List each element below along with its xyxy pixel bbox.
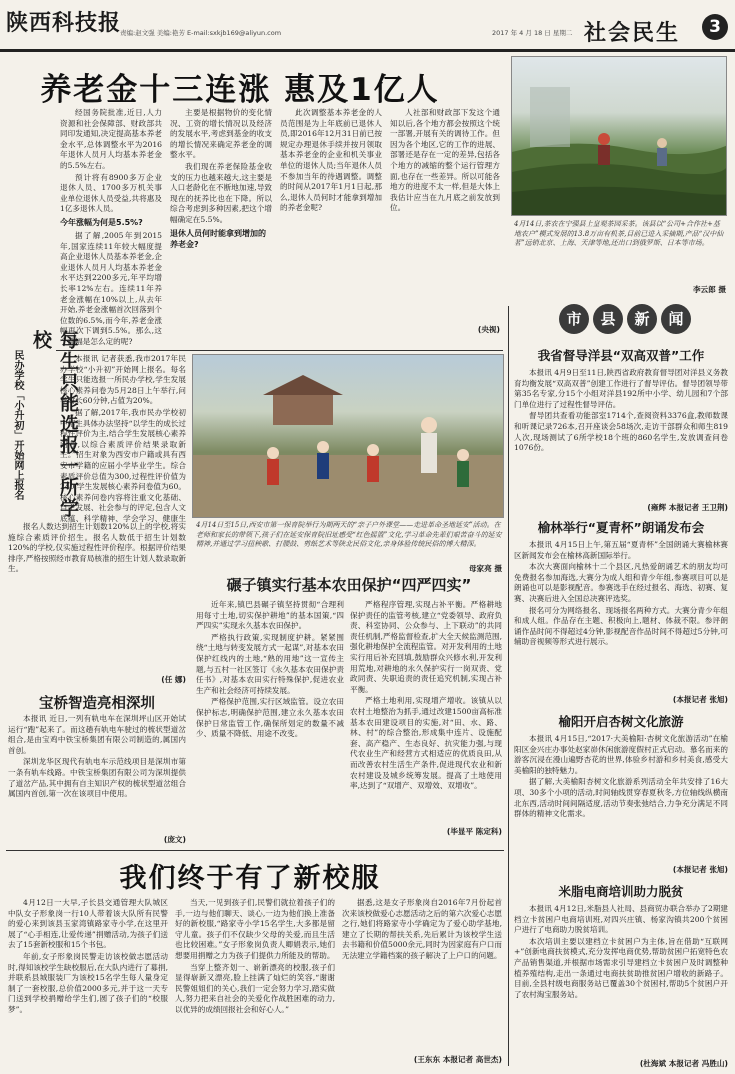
yanan-photo (192, 354, 504, 518)
divider-line (6, 850, 504, 851)
label-char: 县 (593, 304, 623, 334)
metro-body (8, 714, 186, 834)
pension-para: 我们现在养老保险基金收支的压力也越来越大,这主要是人口老龄化在不断地加速,导致现在的抚养比也在下降。所以综合考虑到多种因素,把这个增幅确定在5.5%。 (170, 161, 272, 224)
school-para: 报名人数达到招生计划数120%以上的学校,将实施综合素质评价招生。报名人数低于招生计划数120%的学校,仅实施过程性评价程序。根据评价结果排序,严格按照经市教育局核准的招生计划人数录取新生。 (8, 522, 186, 574)
farmland-headline: 碾子镇实行基本农田保护“四严四实” (226, 576, 472, 594)
school-credit: (任 娜) (161, 675, 186, 684)
masthead (0, 0, 735, 52)
pension-para: 此次调整基本养老金的人员范围是为上年底前已退休人员,即2016年12月31日前已按规定办理退休手续并按月领取基本养老金的企业和机关事业单位的退休人员;当年退休人员不参加当年的待遇调整。调整的时间从2017年1月1日起,那么,退休人员何时才能拿到增加的养老金呢? (280, 108, 382, 213)
county-para: 督导团共查看功能部室1714个,查阅资料3376盒,教师数课和听课记录726本,召开座谈会58场次,走访干部群众和师生819人次,现场测试了6所学校18个班的860名学生,发放调查问卷1076份。 (514, 411, 728, 453)
farmland-col-2 (350, 600, 502, 825)
county-para: 据了解,大美榆阳杏树文化旅游系列活动全年共安排了16大项、30多个小项的活动,时间轴线贯穿春夏秋冬,方位轴线纵横南北东西,活动时间间隔适度,活动节奏张弛结合,力争充分满足不同群体的精神文化需求。 (514, 777, 728, 819)
county-item2-body (514, 540, 728, 692)
divider-line (56, 350, 503, 351)
yanan-photo-caption: 4月14日至15日,西安市第一保育院举行为期两天的“亲子户外课堂——走进革命圣地延安”活动。在老师和家长的带领下,孩子们在延安保育院旧址感受“红色摇篮”文化,学习革命先辈们艰苦奋斗的延安精神,并通过学习扭秧歌、打腰鼓、剪纸艺术等陕北民俗文化,亲身体验传统民俗的博大精深。 (196, 521, 502, 549)
school-col-top (60, 354, 186, 522)
campus-para: 4月12日一大早,子长县交通管理大队城区中队女子形象岗一行10人带着该大队所有民警的爱心来到该县玉家湾镇路家寺小学,在这里开展了“心手相连,让爱传递”捐赠活动,为孩子们送去了15套新校服和15个书包。 (8, 898, 168, 950)
county-item4-body (514, 904, 728, 1056)
farmland-credit: (毕显平 陈定科) (446, 827, 502, 836)
yanan-photo-credit: 母家亮 摄 (468, 564, 502, 573)
tea-photo-credit: 李云郎 摄 (692, 285, 726, 294)
pension-headline: 养老金十三连涨 惠及1亿人 (40, 72, 440, 108)
farmland-para: 严格执行政策,实现制度护耕。紧紧围绕“土地与转变发展方式一起谋”,对基本农田保护红线内的土地,“熟的用地”这一宣传主题,与五村一社区签订《永久基本农田保护责任书》,对基本农田实行特殊保护,促进农业生产和社会经济可持续发展。 (196, 632, 344, 695)
pension-subhead: 今年涨幅为何是5.5%? (60, 217, 143, 227)
county-item2-headline: 榆林举行“夏青杯”朗诵发布会 (537, 520, 705, 535)
label-char: 闻 (661, 304, 691, 334)
label-char: 市 (559, 304, 589, 334)
pension-para: 人社部和财政部下发这个通知以后,各个地方都会按照这个统一部署,开展有关的调待工作。但因为各个地区,它的工作的进展、部署还是存在一定的差异,包括各个地方的减缩的整个运行管理方面,也存在一些差异。所以可能各地方的进度不太一样,但是大体上我估计应当在九月底之前发放到位。 (390, 108, 500, 213)
pension-para: 据了解,2005年到2015年,国家连续11年较大幅度提高企业退休人员基本养老金,企业退休人员月人均基本养老金水平达到2200多元,年平均增长率12%左右。连续11年养老金涨幅在10%以上,从去年开始,养老金涨幅首次回落到个位数的6.5%,而今年,养老金涨幅再次下调到5.5%。那么,这个涨幅是怎么定的呢? (60, 230, 162, 346)
school-col-bottom (8, 522, 186, 672)
children-dance-illustration (193, 355, 504, 518)
county-item2-credit: (本报记者 张旭) (672, 695, 728, 704)
tea-photo-caption: 4月14日,茶农在宁强县上皇观茶园采茶。该县以“公司+合作社+基地农户”模式发展的13.8万亩有机茶,目前已进入采摘期,产品“汉中仙茗”远销北京、上海、天津等地,还出口到俄罗斯、日本等市场。 (514, 220, 724, 248)
campus-para: 当天,一见到孩子们,民警们就拉着孩子们的手,一边与他们聊天、谈心,一边为他们换上准备好的新校服,“路家寺小学15名学生,大多都是留守儿童。孩子们不仅缺少父母的关爱,而且生活也比较困难。”女子形象岗负责人卿娟表示,她们想要用捐赠之力为孩子们提供力所能及的帮助。 (175, 898, 335, 960)
county-item4-headline: 米脂电商培训助力脱贫 (558, 884, 684, 899)
campus-headline: 我们终于有了新校服 (119, 863, 381, 894)
county-item1-headline: 我省督导洋县“双高双普”工作 (537, 348, 705, 363)
section-title: 社会民生 (584, 21, 681, 46)
label-char: 新 (627, 304, 657, 334)
metro-para: 深圳龙华区现代有轨电车示范线项目是深圳市第一条有轨车线路。中铁宝桥集团有限公司为深圳提供了道岔产品,其中拥有自主知识产权的梳状型道岔组合属国内首创,第一次在该项目中使用。 (8, 757, 186, 799)
metro-headline: 宝桥智造亮相深圳 (39, 696, 155, 712)
pension-col-3 (280, 108, 382, 333)
campus-col-3 (342, 898, 502, 1048)
school-vertical-title: 每生只能选报一所学校 (30, 330, 79, 519)
pension-col-2 (170, 108, 272, 348)
county-para: 本次大赛面向榆林十二个县区,凡热爱朗诵艺术的朋友均可免费报名参加海选,大赛分为成人组和青少年组,参赛项目可以是朗诵也可以是影视配音。参赛选手在经过报名、海选、初赛、复赛、决赛后进入全国总决赛评选奖。 (514, 562, 728, 603)
county-item1-body (514, 368, 728, 500)
school-para: 据了解,2017年,我市民办学校初中招生具体办法坚持“以学生的成长过程性评价为主,结合学生发展核心素养问卷,以综合素质评价结果录取新生。”招生对象为西安市户籍或具有西安市学籍的应届小学毕业学生。综合素质评价总值为300,过程性评价值为240,学生发展核心素养问卷值为60。核心素养问卷内容将注重文化基础、自主发展、社会参与的评定,包含人文底蕴、科学精神、学会学习、健康生 (60, 407, 186, 522)
county-item4-credit: (杜海斌 本报记者 冯胜山) (639, 1059, 728, 1068)
pension-para: 主要是根据物价的变化情况、工资的增长情况以及经济的发展水平,考虑到基金的收支的增长情况来确定养老金的调整水平。 (170, 108, 272, 160)
county-news-label (550, 304, 700, 334)
county-item3-body (514, 734, 728, 862)
farmland-para: 严格土地利用,实现增产增收。该镇从以农村土地整治为抓手,通过改建1500亩高标准基本农田建设项目的实施,对“田、水、路、林、村”的综合整治,形成集中连片、设施配套、高产稳产、生态良好、抗灾能力强,与现代农业生产和经营方式相适应的优质良田,从而改善农村生活生产条件,促进现代农业和新农村建设及城乡统筹发展。提高了土地使用率,达到了“双增产、双增效、双增收”。 (350, 696, 502, 791)
paper-name: 陕西科技报 (6, 11, 122, 36)
pension-para: 经国务院批准,近日,人力资源和社会保障部、财政部共同印发通知,决定提高基本养老金水平,总体调整水平为2016年退休人员月人均基本养老金的5.5%左右。 (60, 108, 162, 170)
campus-para: 当穿上整齐划一、崭新漂亮的校服,孩子们显得崭新又漂亮,脸上挂满了灿烂的笑容,“谢谢民警姐姐们的关心,我们一定会努力学习,踏实做人,努力把来自社会的关爱化作战胜困难的动力,以优异的成绩回报社会和好心人。” (175, 962, 335, 1014)
campus-para: 年前,女子形象岗民警走访该校做志愿活动时,得知该校学生缺校服后,在大队内进行了募捐,并联系县城服装厂为该校15名学生每人量身定制了一套校服,总价值2000多元,并于这一天专门送到学校捐赠给学生们,圆了孩子们的“校服梦”。 (8, 951, 168, 1014)
county-para: 报名可分为网络报名、现场报名两种方式。大赛分青少年组和成人组。作品存在主题、积极向上,题材、体裁不限。参评朗诵作品时间不得超过4分钟,影视配音作品时间不得超过5分钟,可辅助音视频等形式进行展示。 (514, 605, 728, 647)
county-item3-headline: 榆阳开启杏树文化旅游 (558, 714, 684, 729)
campus-credit: (王东东 本报记者 高世杰) (413, 1055, 502, 1064)
tea-garden-photo (511, 56, 727, 216)
school-vertical-subtitle: 民办学校「小升初」开始网上报名 (12, 350, 23, 500)
county-item1-credit: (雍辉 本报记者 王卫荆) (647, 503, 728, 512)
pension-col-1 (60, 108, 162, 348)
campus-col-1 (8, 898, 168, 1066)
column-divider (508, 306, 509, 1066)
county-para: 本报讯 4月12日,米脂县人社局、县商贸办联合举办了2期建档立卡贫困户电商培训班,对四兴庄镇、杨家沟镇共200个贫困户进行了电商助力脱贫培训。 (514, 904, 728, 935)
pension-credit: (央视) (477, 325, 500, 334)
campus-para: 据悉,这是女子形象岗自2016年7月份起首次来该校做爱心志愿活动之后的第六次爱心志愿之行,她们将路家寺小学确定为了爱心助学基地,建立了长期的帮扶关系,先后累计为该校学生送去书籍和价值5000余元,同时为因家庭有户口而无法建立学籍档案的孩子解决了上户口的问题。 (342, 898, 502, 960)
metro-credit: (庞文) (163, 835, 186, 844)
pension-col-4 (390, 108, 500, 333)
county-item3-credit: (本报记者 张旭) (672, 865, 728, 874)
issue-date: 2017 年 4 月 18 日 星期二 (492, 29, 573, 37)
county-para: 本报讯 4月15日上午,第五届“夏青杯”全国朗诵大赛榆林赛区新闻发布会在榆林高新国际举行。 (514, 540, 728, 560)
metro-para: 本报讯 近日,一列有轨电车在深圳坪山区开始试运行“跑”起来了。而这趟有轨电车驶过的梳状型道岔组合,是由宝鸡中铁宝桥集团有限公司制造的,属国内首创。 (8, 714, 186, 755)
farmland-col-1 (196, 600, 344, 830)
school-para: 本报讯 记者获悉,我市2017年民办学校“小升初”开始网上报名。每名学生只能选报一所民办学校,学生发展核心素养问卷为5月28日上午举行,问卷时长60分钟,占值为20%。 (60, 354, 186, 406)
farmland-para: 近年来,镇巴县碾子镇坚持贯彻“合理利用每寸土地,切实保护耕地”的基本国策,“四严四实”实现永久基本农田保护。 (196, 600, 344, 631)
county-para: 本报讯 4月9日至11日,陕西省政府教育督导团对洋县义务教育均衡发展“双高双普”创建工作进行了督导评估。督导团领导带第35名专家,分15个小组对洋县192所中小学、幼儿园和7个部门单位进行了过程性督导评估。 (514, 368, 728, 409)
county-para: 本报讯 4月15日,“2017·大美榆阳·杏树文化旅游活动”在榆阳区金兴庄办事处赵家峁休闲旅游度假村正式启动。慕名而来的游客沉浸在漫山遍野杏花的世界,体验乡村游和乡村美食,感受大美榆阳的独特魅力。 (514, 734, 728, 775)
pension-subhead: 退休人员何时能拿到增加的养老金? (170, 228, 266, 249)
farmland-para: 严格程序管理,实现占补平衡。严格耕地保护责任的监管考核,建立“党委领导、政府负责、科室协同、公众参与、上下联动”的共同责任机制,严格监督检查,扩大全天候监测范围,强化耕地保护全流程监管。对开发利用的土地实行用后补充回填,鼓励群众兴修水利,开发利用荒地,对耕地的永久保护实行一岗双责、党政同责、失职追责的责任追究机制,实现占补平衡。 (350, 600, 502, 694)
pension-para: 预计将有8900多万企业退休人员、1700多万机关事业单位退休人员受益,共将惠及1亿多退休人员。 (60, 172, 162, 214)
campus-col-2 (175, 898, 335, 1066)
farmland-para: 严格保护范围,实行区域监管。设立农田保护标志,明确保护范围,建立永久基本农田保护日常监管工作,确保所划定的数量不减少、质量不降低、用途不改变。 (196, 697, 344, 739)
page-number: 3 (702, 14, 728, 40)
county-para: 本次培训主要以建档立卡贫困户为主体,旨在借助“互联网+”创新电商扶贫模式,充分发挥电商优势,帮助贫困户拓宽特色农产品销售渠道,并根据市场需求引导建档立卡贫困户及时调整种植养殖结构,走出一条通过电商扶贫助推贫困户增收的新路子。目前,全县村级电商服务站已覆盖30个贫困村,帮助5个贫困户开了农村淘宝服务站。 (514, 936, 728, 999)
tea-garden-illustration (512, 57, 727, 216)
editor-info: 责编:赵文强 美编:艳芳 E-mail:sxkjb169@aliyun.com (120, 29, 282, 37)
